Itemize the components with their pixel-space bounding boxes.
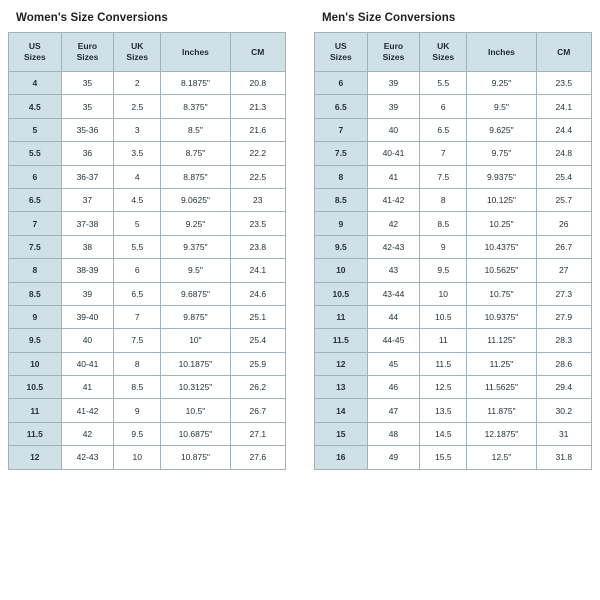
mens-us-size-cell: 6 bbox=[315, 72, 368, 95]
table-cell: 41 bbox=[61, 376, 114, 399]
mens-header-euro bbox=[367, 33, 420, 72]
table-cell: 41-42 bbox=[61, 399, 114, 422]
womens-us-size-cell: 11 bbox=[9, 399, 62, 422]
table-cell: 10.125" bbox=[467, 188, 536, 211]
table-cell: 3.5 bbox=[114, 142, 161, 165]
table-row bbox=[315, 212, 592, 235]
mens-header-uk-line2: Sizes bbox=[432, 52, 455, 62]
table-cell: 35 bbox=[61, 72, 114, 95]
table-cell: 26.7 bbox=[230, 399, 285, 422]
table-cell: 6 bbox=[114, 259, 161, 282]
table-row bbox=[315, 422, 592, 445]
table-cell: 9.5" bbox=[467, 95, 536, 118]
table-cell: 31.8 bbox=[536, 446, 591, 469]
table-cell: 10.5625" bbox=[467, 259, 536, 282]
table-cell: 25.7 bbox=[536, 188, 591, 211]
table-cell: 31 bbox=[536, 422, 591, 445]
table-cell: 10.75" bbox=[467, 282, 536, 305]
womens-us-size-cell: 9 bbox=[9, 305, 62, 328]
table-cell: 38 bbox=[61, 235, 114, 258]
mens-us-size-cell: 11.5 bbox=[315, 329, 368, 352]
table-cell: 36 bbox=[61, 142, 114, 165]
mens-table-head bbox=[315, 33, 592, 72]
table-cell: 9.25" bbox=[467, 72, 536, 95]
mens-size-table bbox=[314, 32, 592, 470]
mens-header-euro-line2: Sizes bbox=[382, 52, 405, 62]
table-row bbox=[9, 376, 286, 399]
table-cell: 9.75" bbox=[467, 142, 536, 165]
table-cell: 26.7 bbox=[536, 235, 591, 258]
table-cell: 5.5 bbox=[114, 235, 161, 258]
mens-us-size-cell: 10 bbox=[315, 259, 368, 282]
table-cell: 9.6875" bbox=[161, 282, 230, 305]
table-cell: 41 bbox=[367, 165, 420, 188]
table-cell: 24.8 bbox=[536, 142, 591, 165]
table-row bbox=[9, 259, 286, 282]
table-row bbox=[9, 235, 286, 258]
mens-us-size-cell: 11 bbox=[315, 305, 368, 328]
mens-us-size-cell: 10.5 bbox=[315, 282, 368, 305]
table-cell: 6 bbox=[420, 95, 467, 118]
table-cell: 30.2 bbox=[536, 399, 591, 422]
mens-us-size-cell: 8 bbox=[315, 165, 368, 188]
table-cell: 42 bbox=[367, 212, 420, 235]
table-cell: 8 bbox=[420, 188, 467, 211]
table-cell: 42-43 bbox=[367, 235, 420, 258]
table-cell: 9 bbox=[114, 399, 161, 422]
table-row bbox=[315, 376, 592, 399]
mens-header-uk-line1: UK bbox=[437, 41, 450, 51]
table-cell: 10.4375" bbox=[467, 235, 536, 258]
mens-table-body bbox=[315, 72, 592, 470]
table-row bbox=[9, 142, 286, 165]
table-cell: 9.25" bbox=[161, 212, 230, 235]
mens-us-size-cell: 7 bbox=[315, 118, 368, 141]
womens-header-euro-line2: Sizes bbox=[76, 52, 99, 62]
womens-header-cm: CM bbox=[230, 33, 285, 72]
table-cell: 24.4 bbox=[536, 118, 591, 141]
table-row bbox=[9, 212, 286, 235]
table-row bbox=[9, 165, 286, 188]
table-cell: 10 bbox=[420, 282, 467, 305]
table-row bbox=[9, 95, 286, 118]
table-cell: 3 bbox=[114, 118, 161, 141]
womens-header-uk-line2: Sizes bbox=[126, 52, 149, 62]
womens-header-euro-line1: Euro bbox=[77, 41, 98, 51]
table-cell: 10.5 bbox=[420, 305, 467, 328]
mens-us-size-cell: 9 bbox=[315, 212, 368, 235]
table-cell: 9.5 bbox=[114, 422, 161, 445]
table-cell: 26 bbox=[536, 212, 591, 235]
table-cell: 21.6 bbox=[230, 118, 285, 141]
table-cell: 48 bbox=[367, 422, 420, 445]
table-row bbox=[315, 165, 592, 188]
womens-us-size-cell: 11.5 bbox=[9, 422, 62, 445]
table-row bbox=[315, 329, 592, 352]
table-cell: 39-40 bbox=[61, 305, 114, 328]
table-cell: 2 bbox=[114, 72, 161, 95]
womens-size-panel bbox=[8, 10, 286, 600]
womens-header-us-line1: US bbox=[28, 41, 41, 51]
table-cell: 10.3125" bbox=[161, 376, 230, 399]
table-cell: 7.5 bbox=[114, 329, 161, 352]
table-row bbox=[315, 95, 592, 118]
table-cell: 12.5" bbox=[467, 446, 536, 469]
womens-us-size-cell: 5.5 bbox=[9, 142, 62, 165]
womens-size-table bbox=[8, 32, 286, 470]
mens-header-us-line1: US bbox=[334, 41, 347, 51]
table-cell: 22.2 bbox=[230, 142, 285, 165]
mens-us-size-cell: 16 bbox=[315, 446, 368, 469]
table-row bbox=[315, 142, 592, 165]
table-cell: 8.75" bbox=[161, 142, 230, 165]
table-cell: 39 bbox=[61, 282, 114, 305]
mens-panel-title: Men's Size Conversions bbox=[322, 12, 456, 24]
table-cell: 2.5 bbox=[114, 95, 161, 118]
womens-header-inches: Inches bbox=[161, 33, 230, 72]
table-cell: 24.1 bbox=[536, 95, 591, 118]
womens-header-row bbox=[9, 33, 286, 72]
table-cell: 7 bbox=[420, 142, 467, 165]
table-row bbox=[9, 188, 286, 211]
table-cell: 5 bbox=[114, 212, 161, 235]
table-cell: 35-36 bbox=[61, 118, 114, 141]
table-cell: 23 bbox=[230, 188, 285, 211]
table-cell: 20.8 bbox=[230, 72, 285, 95]
table-cell: 11 bbox=[420, 329, 467, 352]
table-row bbox=[315, 305, 592, 328]
table-row bbox=[315, 118, 592, 141]
table-row bbox=[9, 422, 286, 445]
table-cell: 46 bbox=[367, 376, 420, 399]
womens-header-us-line2: Sizes bbox=[23, 52, 46, 62]
womens-us-size-cell: 7 bbox=[9, 212, 62, 235]
table-cell: 5.5 bbox=[420, 72, 467, 95]
table-cell: 9 bbox=[420, 235, 467, 258]
table-cell: 27.1 bbox=[230, 422, 285, 445]
table-cell: 44-45 bbox=[367, 329, 420, 352]
table-cell: 21.3 bbox=[230, 95, 285, 118]
table-row bbox=[9, 72, 286, 95]
table-cell: 15.5 bbox=[420, 446, 467, 469]
table-cell: 11.5625" bbox=[467, 376, 536, 399]
table-row bbox=[9, 329, 286, 352]
table-cell: 44 bbox=[367, 305, 420, 328]
table-row bbox=[9, 352, 286, 375]
table-row bbox=[9, 399, 286, 422]
table-cell: 11.125" bbox=[467, 329, 536, 352]
table-row bbox=[315, 352, 592, 375]
table-cell: 28.6 bbox=[536, 352, 591, 375]
table-cell: 23.5 bbox=[230, 212, 285, 235]
table-cell: 36-37 bbox=[61, 165, 114, 188]
womens-us-size-cell: 10 bbox=[9, 352, 62, 375]
table-cell: 13.5 bbox=[420, 399, 467, 422]
table-cell: 28.3 bbox=[536, 329, 591, 352]
table-cell: 9.5 bbox=[420, 259, 467, 282]
table-cell: 7 bbox=[114, 305, 161, 328]
table-row bbox=[315, 399, 592, 422]
table-cell: 22.5 bbox=[230, 165, 285, 188]
table-cell: 43 bbox=[367, 259, 420, 282]
table-cell: 27 bbox=[536, 259, 591, 282]
mens-us-size-cell: 13 bbox=[315, 376, 368, 399]
table-row bbox=[9, 118, 286, 141]
mens-header-us bbox=[315, 33, 368, 72]
table-cell: 23.5 bbox=[536, 72, 591, 95]
mens-us-size-cell: 9.5 bbox=[315, 235, 368, 258]
womens-us-size-cell: 7.5 bbox=[9, 235, 62, 258]
table-cell: 39 bbox=[367, 72, 420, 95]
table-row bbox=[315, 259, 592, 282]
mens-header-us-line2: Sizes bbox=[329, 52, 352, 62]
womens-table-head bbox=[9, 33, 286, 72]
mens-us-size-cell: 14 bbox=[315, 399, 368, 422]
table-row bbox=[9, 446, 286, 469]
table-cell: 6.5 bbox=[420, 118, 467, 141]
table-row bbox=[9, 305, 286, 328]
table-cell: 35 bbox=[61, 95, 114, 118]
table-cell: 29.4 bbox=[536, 376, 591, 399]
table-cell: 9.375" bbox=[161, 235, 230, 258]
womens-us-size-cell: 8.5 bbox=[9, 282, 62, 305]
table-cell: 8.5 bbox=[114, 376, 161, 399]
womens-header-euro bbox=[61, 33, 114, 72]
mens-header-cm: CM bbox=[536, 33, 591, 72]
table-cell: 25.9 bbox=[230, 352, 285, 375]
table-cell: 10.1875" bbox=[161, 352, 230, 375]
table-row bbox=[315, 72, 592, 95]
table-cell: 8.1875" bbox=[161, 72, 230, 95]
table-cell: 25.1 bbox=[230, 305, 285, 328]
table-cell: 40 bbox=[367, 118, 420, 141]
table-cell: 9.5" bbox=[161, 259, 230, 282]
table-cell: 41-42 bbox=[367, 188, 420, 211]
table-cell: 37 bbox=[61, 188, 114, 211]
table-cell: 7.5 bbox=[420, 165, 467, 188]
table-cell: 14.5 bbox=[420, 422, 467, 445]
table-cell: 25.4 bbox=[230, 329, 285, 352]
mens-us-size-cell: 6.5 bbox=[315, 95, 368, 118]
mens-us-size-cell: 15 bbox=[315, 422, 368, 445]
table-cell: 23.8 bbox=[230, 235, 285, 258]
table-cell: 38-39 bbox=[61, 259, 114, 282]
table-cell: 12.1875" bbox=[467, 422, 536, 445]
table-cell: 9.625" bbox=[467, 118, 536, 141]
womens-header-uk bbox=[114, 33, 161, 72]
table-cell: 9.875" bbox=[161, 305, 230, 328]
table-cell: 24.1 bbox=[230, 259, 285, 282]
table-cell: 27.3 bbox=[536, 282, 591, 305]
womens-us-size-cell: 10.5 bbox=[9, 376, 62, 399]
womens-us-size-cell: 4 bbox=[9, 72, 62, 95]
table-cell: 8.875" bbox=[161, 165, 230, 188]
table-cell: 10.5" bbox=[161, 399, 230, 422]
table-cell: 4.5 bbox=[114, 188, 161, 211]
table-row bbox=[315, 235, 592, 258]
table-cell: 4 bbox=[114, 165, 161, 188]
table-cell: 27.6 bbox=[230, 446, 285, 469]
table-cell: 27.9 bbox=[536, 305, 591, 328]
table-row bbox=[315, 282, 592, 305]
table-cell: 10.25" bbox=[467, 212, 536, 235]
table-cell: 11.875" bbox=[467, 399, 536, 422]
mens-header-inches: Inches bbox=[467, 33, 536, 72]
table-cell: 9.0625" bbox=[161, 188, 230, 211]
table-cell: 40 bbox=[61, 329, 114, 352]
table-cell: 6.5 bbox=[114, 282, 161, 305]
womens-us-size-cell: 5 bbox=[9, 118, 62, 141]
womens-us-size-cell: 8 bbox=[9, 259, 62, 282]
table-row bbox=[9, 282, 286, 305]
table-cell: 8 bbox=[114, 352, 161, 375]
table-cell: 49 bbox=[367, 446, 420, 469]
table-cell: 40-41 bbox=[61, 352, 114, 375]
mens-header-euro-line1: Euro bbox=[383, 41, 404, 51]
table-cell: 24.6 bbox=[230, 282, 285, 305]
womens-table-body bbox=[9, 72, 286, 470]
mens-header-row bbox=[315, 33, 592, 72]
table-cell: 40-41 bbox=[367, 142, 420, 165]
table-cell: 11.25" bbox=[467, 352, 536, 375]
womens-us-size-cell: 4.5 bbox=[9, 95, 62, 118]
table-cell: 11.5 bbox=[420, 352, 467, 375]
table-row bbox=[315, 446, 592, 469]
table-cell: 45 bbox=[367, 352, 420, 375]
table-cell: 8.5" bbox=[161, 118, 230, 141]
womens-header-uk-line1: UK bbox=[131, 41, 144, 51]
table-cell: 42 bbox=[61, 422, 114, 445]
womens-us-size-cell: 9.5 bbox=[9, 329, 62, 352]
table-cell: 10.6875" bbox=[161, 422, 230, 445]
mens-size-panel bbox=[314, 10, 592, 600]
table-cell: 8.5 bbox=[420, 212, 467, 235]
womens-header-us bbox=[9, 33, 62, 72]
table-cell: 42-43 bbox=[61, 446, 114, 469]
table-cell: 10.875" bbox=[161, 446, 230, 469]
table-row bbox=[315, 188, 592, 211]
table-cell: 43-44 bbox=[367, 282, 420, 305]
mens-us-size-cell: 8.5 bbox=[315, 188, 368, 211]
table-cell: 10" bbox=[161, 329, 230, 352]
table-cell: 8.375" bbox=[161, 95, 230, 118]
table-cell: 10 bbox=[114, 446, 161, 469]
mens-us-size-cell: 7.5 bbox=[315, 142, 368, 165]
mens-us-size-cell: 12 bbox=[315, 352, 368, 375]
mens-header-uk bbox=[420, 33, 467, 72]
womens-panel-title: Women's Size Conversions bbox=[16, 12, 168, 24]
womens-us-size-cell: 6 bbox=[9, 165, 62, 188]
table-cell: 26.2 bbox=[230, 376, 285, 399]
table-cell: 37-38 bbox=[61, 212, 114, 235]
table-cell: 9.9375" bbox=[467, 165, 536, 188]
womens-us-size-cell: 12 bbox=[9, 446, 62, 469]
table-cell: 47 bbox=[367, 399, 420, 422]
table-cell: 39 bbox=[367, 95, 420, 118]
womens-us-size-cell: 6.5 bbox=[9, 188, 62, 211]
table-cell: 10.9375" bbox=[467, 305, 536, 328]
table-cell: 25.4 bbox=[536, 165, 591, 188]
table-cell: 12.5 bbox=[420, 376, 467, 399]
